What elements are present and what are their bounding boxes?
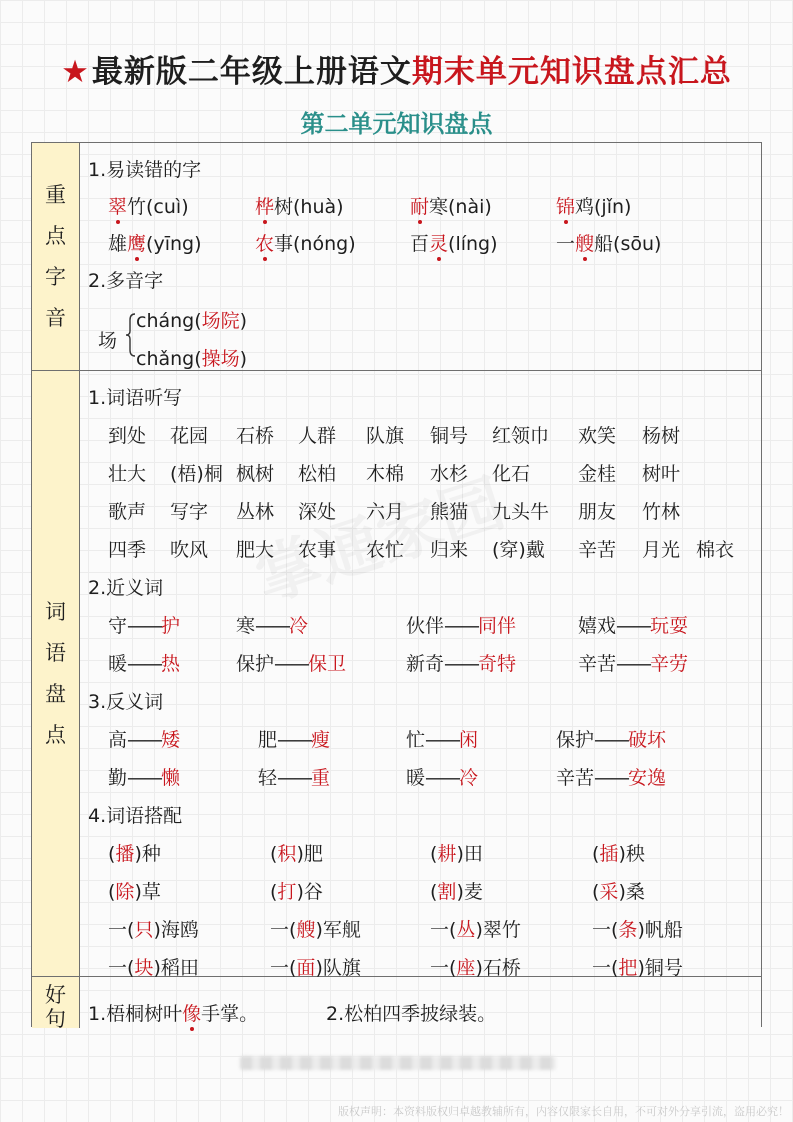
pair-word: 轻 [258,767,278,789]
colloc-suffix: )肥 [296,843,323,865]
dictation-word: 木棉 [366,463,405,485]
colloc-answer: 丛 [456,919,476,941]
dictation-word: 农忙 [366,539,405,561]
brace-icon [126,313,136,357]
pron-word [255,192,344,219]
pinyin: chǎng( [136,348,202,370]
dictation-word: 四季 [108,539,147,561]
antonym-pair [258,763,330,790]
collocation-item [270,839,323,866]
dictation-word: 六月 [366,501,405,523]
antonym-pair [556,763,666,790]
dictation-word: 水杉 [430,463,469,485]
colloc-answer: 条 [618,919,638,941]
dash-separator: —— [127,729,162,751]
pron-word [410,229,498,256]
paren: ) [239,310,248,332]
section-label-pronunciation [32,143,80,370]
colloc-answer: 积 [277,843,297,865]
polyphonic-reading [136,306,247,333]
key-char: 耐 [410,196,430,218]
key-char: 像 [182,1003,202,1025]
heading-synonyms: 2.近义词 [88,577,164,599]
key-char: 鹰 [127,233,147,255]
collocation-item [108,839,161,866]
dash-separator: —— [616,615,651,637]
pron-prefix: 一 [556,233,576,255]
pair-answer: 奇特 [478,653,517,675]
synonym-pair [406,611,516,638]
colloc-suffix: )种 [134,843,161,865]
label-char: 盘 [45,681,66,706]
colloc-prefix: 一( [108,919,135,941]
pron-rest: 鸡(jǐn) [575,196,632,218]
section-label-good-sentences [32,977,80,1031]
star-icon: ★ [61,54,90,90]
dictation-word: 农事 [298,539,337,561]
dictation-word: 辛苦 [578,539,617,561]
colloc-prefix: ( [108,843,116,865]
colloc-suffix: )稻田 [153,957,199,979]
pair-word: 高 [108,729,128,751]
pair-word: 暖 [406,767,426,789]
pair-answer: 懒 [161,767,181,789]
pair-word: 辛苦 [578,653,617,675]
dash-separator: —— [425,729,460,751]
antonym-pair [556,725,666,752]
heading-collocations: 4.词语搭配 [88,805,183,827]
pair-answer: 瘦 [311,729,331,751]
dictation-word: 红领巾 [492,425,550,447]
pair-word: 忙 [406,729,426,751]
label-char: 点 [45,722,66,747]
label-char: 好 [45,983,66,1007]
pron-word [556,229,661,256]
pair-answer: 热 [161,653,181,675]
collocation-item [270,953,361,980]
dash-separator: —— [277,767,312,789]
key-char: 农 [255,233,275,255]
pair-answer: 玩耍 [650,615,689,637]
good-sentence-2: 2.松柏四季披绿装。 [326,1003,497,1025]
dash-separator: —— [127,615,162,637]
knowledge-table [31,142,762,1031]
pair-word: 暖 [108,653,128,675]
label-char: 重 [45,182,66,207]
pair-answer: 安逸 [628,767,667,789]
colloc-prefix: 一( [270,957,297,979]
pinyin: cháng( [136,310,202,332]
dash-separator: —— [274,653,309,675]
colloc-prefix: 一( [430,919,457,941]
colloc-answer: 面 [296,957,316,979]
colloc-suffix: )队旗 [315,957,361,979]
pron-word [556,192,631,219]
collocation-item [270,915,361,942]
dictation-word: 熊猫 [430,501,469,523]
collocation-item [108,877,161,904]
pron-rest: (líng) [448,233,498,255]
pair-answer: 同伴 [478,615,517,637]
sentence-text: 手掌。 [201,1003,259,1025]
dictation-word: 松柏 [298,463,337,485]
dictation-word: 竹林 [642,501,681,523]
synonym-pair [578,611,688,638]
dictation-word: 朋友 [578,501,617,523]
pair-answer: 冷 [459,767,479,789]
paren: ) [239,348,248,370]
synonym-pair [108,649,180,676]
colloc-answer: 播 [115,843,135,865]
label-char: 点 [45,223,66,248]
dictation-word: (梧)桐 [170,463,223,485]
label-char: 句 [45,1007,66,1031]
colloc-suffix: )帆船 [637,919,683,941]
dictation-word: 树叶 [642,463,681,485]
colloc-prefix: 一( [592,957,619,979]
heading-dictation: 1.词语听写 [88,387,183,409]
pron-prefix: 百 [410,233,430,255]
synonym-pair [406,649,516,676]
label-char: 字 [45,264,66,289]
colloc-answer: 采 [599,881,619,903]
dash-separator: —— [444,653,479,675]
pair-word: 新奇 [406,653,445,675]
colloc-prefix: 一( [430,957,457,979]
colloc-prefix: 一( [108,957,135,979]
colloc-prefix: ( [270,881,278,903]
colloc-suffix: )桑 [618,881,645,903]
pron-word [255,229,356,256]
dictation-word: 欢笑 [578,425,617,447]
dictation-word: (穿)戴 [492,539,545,561]
example-word: 操场 [201,348,240,370]
key-char: 灵 [429,233,449,255]
dash-separator: —— [127,653,162,675]
pair-word: 伙伴 [406,615,445,637]
pair-answer: 保卫 [308,653,347,675]
pron-rest: 树(huà) [274,196,344,218]
collocation-item [270,877,323,904]
dash-separator: —— [127,767,162,789]
colloc-suffix: )军舰 [315,919,361,941]
pair-answer: 护 [161,615,181,637]
example-word: 场院 [201,310,240,332]
polyphonic-reading [136,344,247,371]
label-char: 语 [45,640,66,665]
colloc-prefix: ( [270,843,278,865]
pair-word: 寒 [236,615,256,637]
dictation-word: 枫树 [236,463,275,485]
dictation-word: 到处 [108,425,147,447]
title-black: 最新版二年级上册语文 [91,54,412,90]
antonym-pair [258,725,330,752]
collocation-item [108,953,199,980]
pron-rest: 船(sōu) [594,233,662,255]
collocation-item [592,839,645,866]
colloc-answer: 座 [456,957,476,979]
colloc-answer: 除 [115,881,135,903]
dictation-word: 歌声 [108,501,147,523]
pair-word: 嬉戏 [578,615,617,637]
dash-separator: —— [444,615,479,637]
dictation-word: 金桂 [578,463,617,485]
dictation-word: 石桥 [236,425,275,447]
pron-word [108,229,201,256]
pron-rest: 寒(nài) [429,196,492,218]
blurred-text [240,1056,556,1070]
dash-separator: —— [594,729,629,751]
dictation-word: 棉衣 [696,539,735,561]
heading-polyphonic: 2.多音字 [88,270,164,292]
pair-word: 辛苦 [556,767,595,789]
pair-answer: 重 [311,767,331,789]
pair-answer: 矮 [161,729,181,751]
colloc-suffix: )麦 [456,881,483,903]
synonym-pair [236,611,308,638]
dictation-word: 化石 [492,463,531,485]
dictation-word: 吹风 [170,539,209,561]
colloc-suffix: )草 [134,881,161,903]
pron-prefix: 雄 [108,233,128,255]
colloc-answer: 只 [134,919,154,941]
dictation-word: 壮大 [108,463,147,485]
heading-antonyms: 3.反义词 [88,691,164,713]
collocation-item [592,877,645,904]
dictation-word: 写字 [170,501,209,523]
colloc-prefix: ( [592,881,600,903]
dash-separator: —— [425,767,460,789]
synonym-pair [578,649,688,676]
antonym-pair [406,763,478,790]
dash-separator: —— [616,653,651,675]
pair-word: 勤 [108,767,128,789]
collocation-item [430,877,483,904]
dictation-word: 队旗 [366,425,405,447]
good-sentence-1 [88,999,258,1026]
dictation-word: 月光 [642,539,681,561]
pair-word: 保护 [236,653,275,675]
dictation-word: 花园 [170,425,209,447]
antonym-pair [108,763,180,790]
pair-word: 保护 [556,729,595,751]
colloc-prefix: 一( [592,919,619,941]
colloc-suffix: )翠竹 [475,919,521,941]
collocation-item [430,915,521,942]
pron-word [108,192,189,219]
heading-easy-misread: 1.易读错的字 [88,159,202,181]
label-char: 音 [45,305,66,330]
unit-subtitle: 第二单元知识盘点 [300,110,493,138]
label-char: 词 [45,599,66,624]
dictation-word: 人群 [298,425,337,447]
antonym-pair [406,725,478,752]
key-char: 桦 [255,196,275,218]
pair-answer: 破坏 [628,729,667,751]
dash-separator: —— [277,729,312,751]
synonym-pair [236,649,346,676]
copyright-footer: 版权声明：本资料版权归卓越教辅所有，内容仅限家长自用，不可对外分享引流，盗用必究！ [338,1105,789,1118]
key-char: 锦 [556,196,576,218]
dictation-word: 九头牛 [492,501,550,523]
dictation-word: 归来 [430,539,469,561]
colloc-suffix: )海鸥 [153,919,199,941]
dictation-word: 肥大 [236,539,275,561]
pair-word: 肥 [258,729,278,751]
colloc-prefix: ( [108,881,116,903]
collocation-item [592,915,683,942]
synonym-pair [108,611,180,638]
colloc-answer: 耕 [437,843,457,865]
page-title [0,46,793,91]
colloc-suffix: )石桥 [475,957,521,979]
colloc-prefix: 一( [270,919,297,941]
sentence-text: 1.梧桐树叶 [88,1003,183,1025]
collocation-item [592,953,683,980]
pair-answer: 闲 [459,729,479,751]
colloc-suffix: )谷 [296,881,323,903]
colloc-suffix: )秧 [618,843,645,865]
pron-rest: (yīng) [146,233,202,255]
collocation-item [430,839,483,866]
pron-rest: 事(nóng) [274,233,356,255]
collocation-item [430,953,521,980]
antonym-pair [108,725,180,752]
pair-answer: 辛劳 [650,653,689,675]
polyphonic-char: 场 [98,330,118,352]
colloc-answer: 割 [437,881,457,903]
dictation-word: 丛林 [236,501,275,523]
dictation-word: 杨树 [642,425,681,447]
dash-separator: —— [255,615,290,637]
dictation-word: 深处 [298,501,337,523]
colloc-answer: 把 [618,957,638,979]
colloc-answer: 块 [134,957,154,979]
colloc-suffix: )田 [456,843,483,865]
colloc-prefix: ( [592,843,600,865]
pron-word [410,192,492,219]
collocation-item [108,915,199,942]
colloc-answer: 插 [599,843,619,865]
pair-answer: 冷 [289,615,309,637]
key-char: 翠 [108,196,128,218]
colloc-prefix: ( [430,843,438,865]
colloc-prefix: ( [430,881,438,903]
colloc-answer: 打 [277,881,297,903]
dash-separator: —— [594,767,629,789]
pron-rest: 竹(cuì) [127,196,189,218]
colloc-suffix: )铜号 [637,957,683,979]
title-red: 期末单元知识盘点汇总 [411,54,732,90]
section-label-vocabulary [32,371,80,976]
pair-word: 守 [108,615,128,637]
dictation-word: 铜号 [430,425,469,447]
colloc-answer: 艘 [296,919,316,941]
key-char: 艘 [575,233,595,255]
